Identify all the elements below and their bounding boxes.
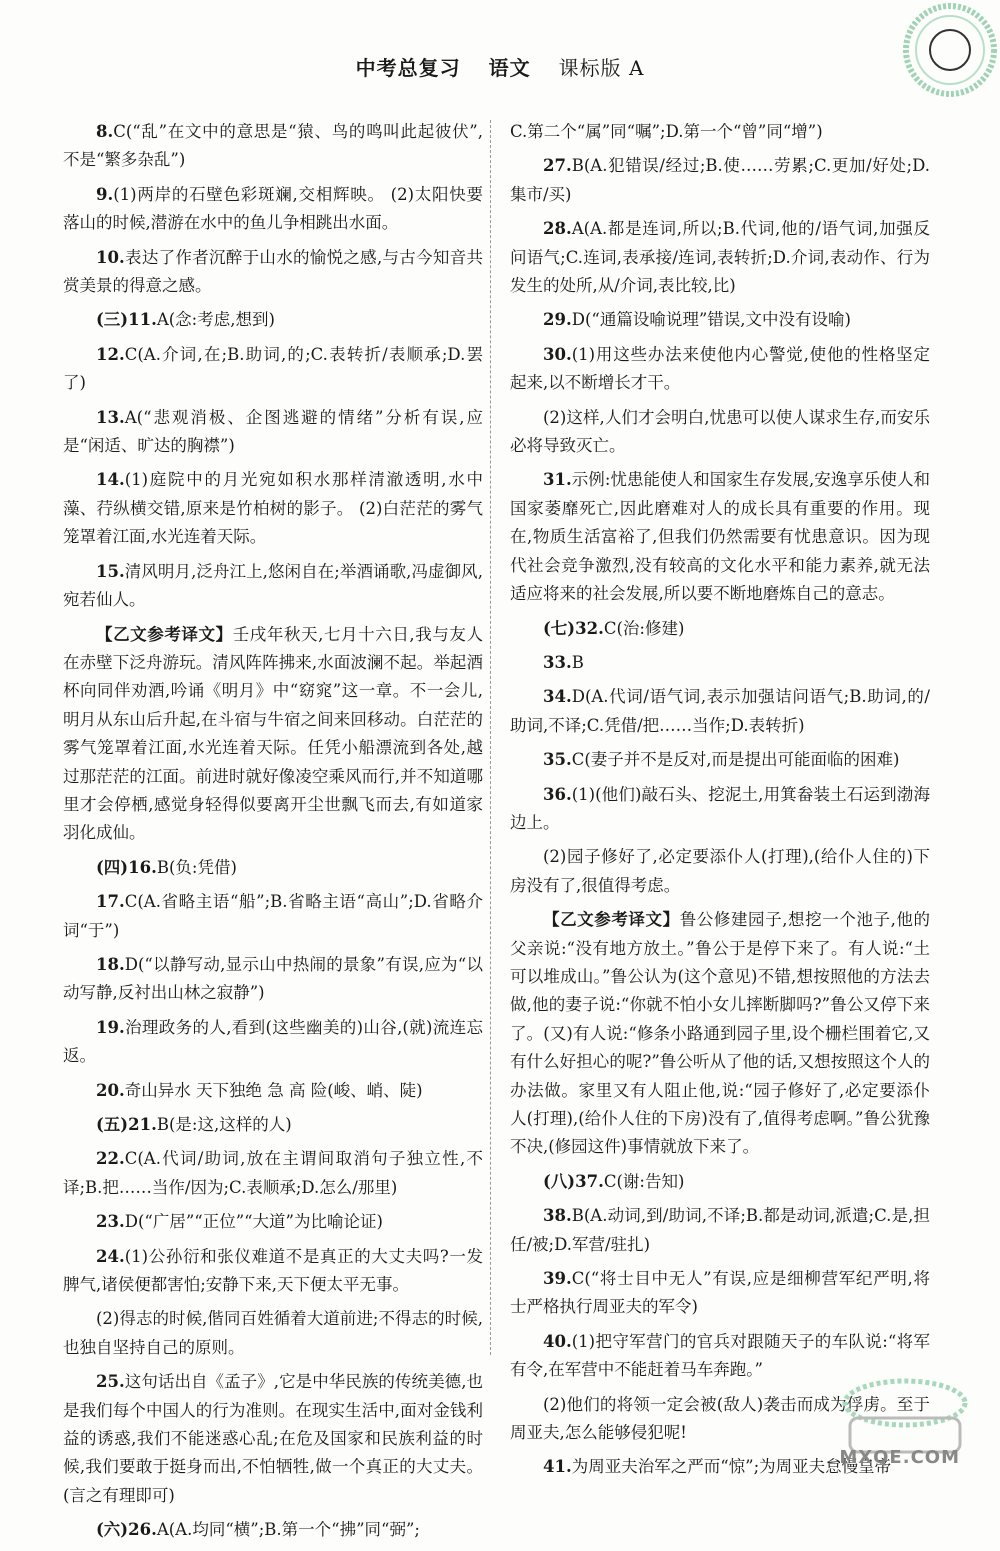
answer-number: 24. [96, 1246, 125, 1266]
answer-text: C(“乱”在文中的意思是“猿、鸟的鸣叫此起彼伏”,不是“繁多杂乱”) [63, 122, 483, 170]
answer-number: 40. [543, 1331, 572, 1351]
answer-text: 这句话出自《孟子》,它是中华民族的传统美德,也是我们每个中国人的行为准则。在现实生活中,面对金钱利益的诱惑,我们不能迷惑心乱;在危及国家和民族利益的时候,我们要敢于挺身而出,不怕牺牲,做一个真正的大丈夫。(言之有理即可) [63, 1372, 483, 1505]
answer-number: (六)26. [96, 1520, 157, 1540]
answer-paragraph [63, 621, 483, 848]
column-divider [490, 120, 491, 1355]
answer-number: 9. [96, 184, 114, 204]
answer-paragraph [510, 683, 930, 740]
edition-label: 课标版 A [558, 56, 645, 80]
answer-text: D(“以静写动,显示山中热闹的景象”有误,应为“以动写静,反衬出山林之寂静”) [63, 954, 483, 1003]
answer-paragraph [63, 244, 483, 301]
answer-number: 25. [96, 1372, 125, 1392]
answer-paragraph [63, 558, 483, 615]
answer-number: 36. [543, 784, 572, 804]
answer-number: 38. [543, 1206, 572, 1226]
answer-paragraph [510, 341, 930, 398]
answer-text: C.第二个“属”同“嘱”;D.第一个“曾”同“增”) [510, 122, 823, 141]
answer-number: (八)37. [543, 1171, 604, 1191]
answer-number: 28. [543, 219, 572, 239]
answer-paragraph [510, 843, 930, 900]
answer-number: 15. [96, 561, 125, 581]
answer-paragraph [510, 781, 930, 838]
answer-text: A(A.均同“横”;B.第一个“拂”同“弼”; [156, 1520, 420, 1540]
answer-number: (三)11. [96, 310, 157, 330]
answer-number: 31. [543, 470, 572, 490]
answer-paragraph [510, 906, 930, 1162]
answer-paragraph [63, 854, 483, 882]
answer-number: 27. [543, 156, 572, 176]
answer-number: 41. [543, 1457, 572, 1477]
answer-number: 14. [96, 470, 125, 490]
answer-text: (1)(他们)敲石头、挖泥土,用箕畚装土石运到渤海边上。 [510, 784, 930, 832]
corner-seal-icon [880, 2, 998, 120]
answer-text: 示例:忧患能使人和国家生存发展,安逸享乐使人和国家萎靡死亡,因此磨难对人的成长具有重要的作用。现在,物质生活富裕了,但我们仍然需要有忧患意识。因为现代社会竞争激烈,没有较高的文化水平和能力素养,就无法适应将来的社会发展,所以要不断地磨炼自己的意志。 [510, 470, 930, 604]
answer-number: 39. [543, 1269, 572, 1289]
page-header [0, 52, 1000, 81]
book-title: 中考总复习 [355, 56, 461, 80]
answer-text: C(A.代词/助词,放在主谓间取消句子独立性,不译;B.把……当作/因为;C.表顺承;D.怎么/那里) [63, 1149, 483, 1197]
answer-paragraph [510, 152, 930, 209]
answer-number: 33. [543, 652, 572, 672]
answer-paragraph [63, 1014, 483, 1071]
answer-paragraph [510, 306, 930, 334]
answer-text: D(“广居”“正位”“大道”为比喻论证) [124, 1212, 383, 1232]
answer-number: 10. [96, 247, 125, 267]
answer-paragraph [510, 1202, 930, 1259]
answer-text: 表达了作者沉醉于山水的愉悦之感,与古今知音共赏美景的得意之感。 [63, 247, 483, 296]
answer-number: (四)16. [96, 857, 157, 877]
answer-paragraph [510, 404, 930, 461]
answer-text: C(“将士目中无人”有误,应是细柳营军纪严明,将士严格执行周亚夫的军令) [510, 1269, 930, 1317]
right-column [510, 118, 930, 1488]
answer-number: 【乙文参考译文】 [543, 910, 680, 930]
answer-text: C(A.介词,在;B.助词,的;C.表转折/表顺承;D.罢了) [63, 344, 483, 393]
answer-paragraph [63, 1208, 483, 1236]
answer-text: C(妻子并不是反对,而是提出可能面临的困难) [571, 750, 900, 770]
answer-text: B(是:这,这样的人) [156, 1115, 292, 1134]
answer-text: 奇山异水 天下独绝 急 高 险(峻、峭、陡) [124, 1080, 423, 1100]
answer-text: 鲁公修建园子,想挖一个池子,他的父亲说:“没有地方放土。”鲁公于是停下来了。有人说:“土可以堆成山。”鲁公认为(这个意见)不错,想按照他的方法去做,他的妻子说:“你就不怕小女儿摔断脚吗?”鲁公又停下来了。(又)有人说:“修条小路通到园子里,设个栅栏围着它,又有什么好担心的呢?”鲁公听从了他的话,又想按照这个人的办法做。家里又有人阻止他,说:“园子修好了,必定要添仆人(打理),(给仆人住的下房)没有了,值得考虑啊。”鲁公犹豫不决,(修园这件)事情就放下来了。 [510, 910, 930, 1157]
answer-number: 34. [543, 687, 572, 707]
answer-text: (1)用这些办法来使他内心警觉,使他的性格坚定起来,以不断增长才干。 [510, 344, 930, 393]
answer-paragraph [510, 466, 930, 608]
answer-number: (七)32. [543, 618, 604, 638]
answer-number: 35. [543, 750, 572, 770]
answer-number: 18. [96, 954, 125, 974]
answer-text: 为周亚夫治军之严而“惊”;为周亚夫怠慢皇帝 [571, 1457, 892, 1477]
answer-text: (1)把守军营门的官兵对跟随天子的车队说:“将军有令,在军营中不能赶着马车奔跑。” [510, 1331, 930, 1380]
answer-text: A(A.都是连词,所以;B.代词,他的/语气词,加强反问语气;C.连词,表承接/连词,表转折;D.介词,表动作、行为发生的处所,从/介词,表比较,比) [510, 219, 930, 296]
answer-text: C(A.省略主语“船”;B.省略主语“高山”;D.省略介词“于”) [63, 892, 483, 940]
answer-paragraph [63, 1305, 483, 1362]
answer-text: A(“悲观消极、企图逃避的情绪”分析有误,应是“闲适、旷达的胸襟”) [63, 407, 483, 456]
answer-paragraph [510, 615, 930, 643]
answer-number: 29. [543, 310, 572, 330]
answer-number: 22. [96, 1149, 125, 1169]
answer-text: B(A.动词,到/助词,不译;B.都是动词,派遣;C.是,担任/被;D.军营/驻扎) [510, 1206, 930, 1254]
answer-paragraph [63, 306, 483, 334]
answer-number: 20. [96, 1080, 125, 1100]
answer-paragraph [510, 1168, 930, 1196]
answer-text: (1)两岸的石壁色彩斑斓,交相辉映。 (2)太阳快要落山的时候,潜游在水中的鱼儿争相跳出水面。 [63, 184, 483, 233]
answer-text: D(A.代词/语气词,表示加强诘问语气;B.助词,的/助词,不译;C.凭借/把……当作;D.表转折) [510, 687, 930, 735]
answer-number: 23. [96, 1212, 125, 1232]
answer-paragraph [63, 181, 483, 238]
answer-number: 12. [96, 344, 125, 364]
answer-text: C(谢:告知) [603, 1171, 685, 1191]
answer-paragraph [510, 118, 930, 146]
answer-paragraph [63, 1368, 483, 1510]
answer-paragraph [510, 1265, 930, 1322]
watermark-text: MXQE.COM [839, 1447, 960, 1468]
answer-paragraph [510, 215, 930, 300]
answer-text: B(A.犯错误/经过;B.使……劳累;C.更加/好处;D.集市/买) [510, 156, 930, 204]
answer-text: 清风明月,泛舟江上,悠闲自在;举酒诵歌,冯虚御风,宛若仙人。 [63, 561, 483, 610]
answer-paragraph [63, 466, 483, 551]
answer-number: (五)21. [96, 1115, 157, 1134]
answer-text: (2)得志的时候,偕同百姓循着大道前进;不得志的时候,也独自坚持自己的原则。 [63, 1309, 483, 1357]
answer-number: 17. [96, 892, 125, 912]
answer-text: B [571, 652, 584, 672]
answer-paragraph [63, 1077, 483, 1105]
subject-title: 语文 [488, 56, 531, 80]
answer-number: 【乙文参考译文】 [96, 624, 233, 644]
answer-text: (1)庭院中的月光宛如积水那样清澈透明,水中藻、荇纵横交错,原来是竹柏树的影子。 (2)白茫茫的雾气笼罩着江面,水光连着天际。 [63, 470, 483, 547]
answer-text: (2)园子修好了,必定要添仆人(打理),(给仆人住的)下房没有了,很值得考虑。 [510, 847, 930, 895]
answer-paragraph [63, 1243, 483, 1300]
answer-text: A(念:考虑,想到) [156, 310, 275, 330]
answer-paragraph [510, 746, 930, 774]
answer-text: 壬戌年秋天,七月十六日,我与友人在赤壁下泛舟游玩。清风阵阵拂来,水面波澜不起。举起酒杯向同伴劝酒,吟诵《明月》中“窈窕”这一章。不一会儿,明月从东山后升起,在斗宿与牛宿之间来回移动。白茫茫的雾气笼罩着江面,水光连着天际。任凭小船漂流到各处,越过那茫茫的江面。前进时就好像凌空乘风而行,并不知道哪里才会停栖,感觉身轻得似要离开尘世飘飞而去,有如道家羽化成仙。 [63, 624, 483, 843]
answer-paragraph [510, 649, 930, 677]
answer-text: (2)他们的将领一定会被(敌人)袭击而成为俘虏。至于周亚夫,怎么能够侵犯呢! [510, 1394, 930, 1443]
answer-text: (1)公孙衍和张仪难道不是真正的大丈夫吗?一发脾气,诸侯便都害怕;安静下来,天下便太平无事。 [63, 1246, 483, 1295]
answer-number: 8. [96, 122, 114, 141]
answer-paragraph [63, 341, 483, 398]
answer-paragraph [63, 888, 483, 945]
answer-paragraph [63, 118, 483, 175]
answer-paragraph [63, 1111, 483, 1139]
left-column [63, 118, 483, 1551]
answer-paragraph [63, 1516, 483, 1544]
answer-paragraph [63, 404, 483, 461]
answer-number: 13. [96, 407, 125, 427]
answer-text: B(负:凭借) [156, 857, 237, 877]
answer-text: D(“通篇设喻说理”错误,文中没有设喻) [571, 310, 851, 330]
answer-text: (2)这样,人们才会明白,忧患可以使人谋求生存,而安乐必将导致灭亡。 [510, 407, 930, 456]
answer-text: C(治:修建) [603, 618, 685, 638]
answer-number: 30. [543, 344, 572, 364]
answer-paragraph [63, 951, 483, 1008]
answer-paragraph [63, 1145, 483, 1202]
answer-number: 19. [96, 1017, 125, 1037]
answer-text: 治理政务的人,看到(这些幽美的)山谷,(就)流连忘返。 [63, 1017, 483, 1066]
